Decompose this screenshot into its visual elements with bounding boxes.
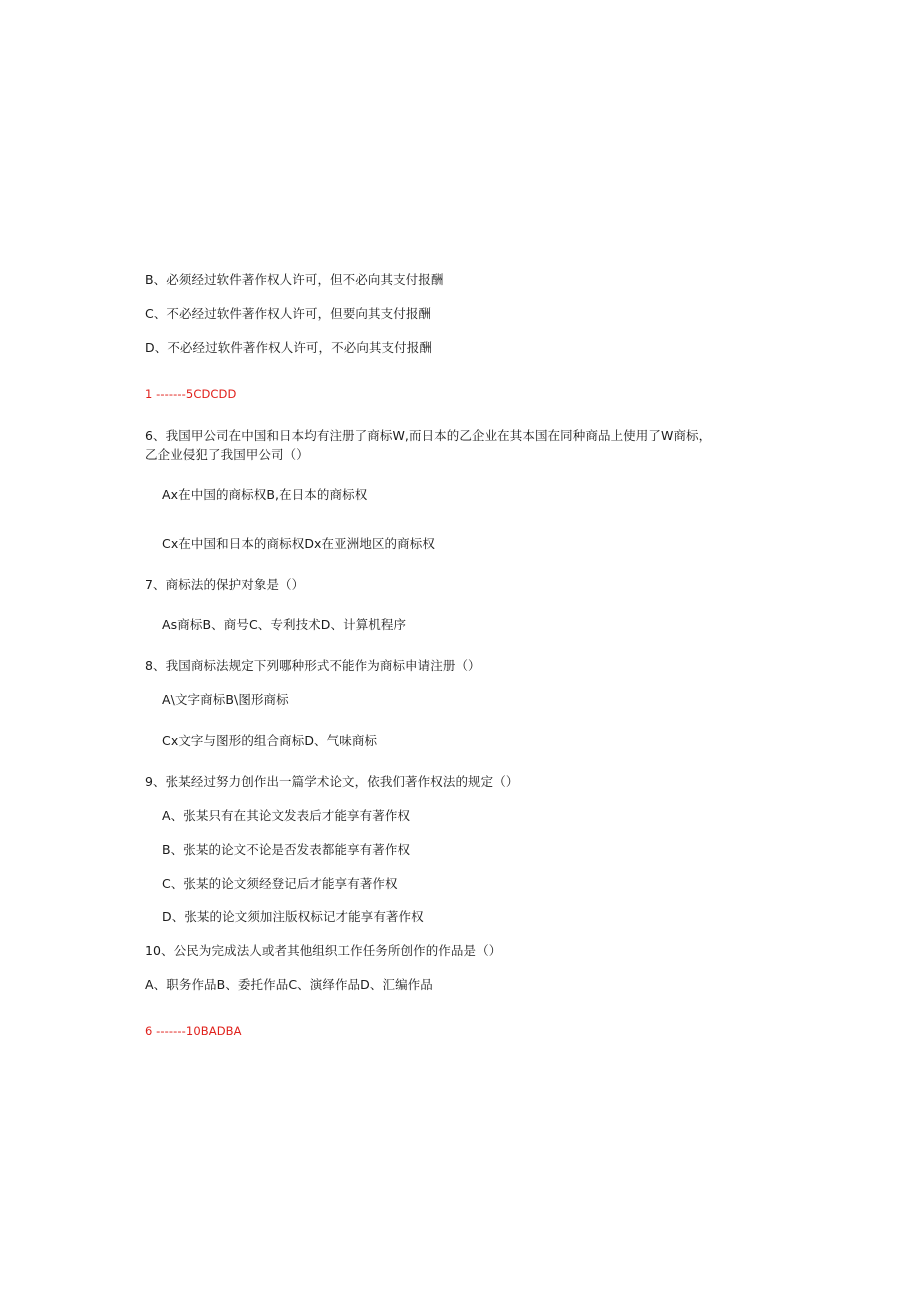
q9-option-b: B、张某的论文不论是否发表都能享有著作权 bbox=[162, 842, 411, 857]
q9-option-a: A、张某只有在其论文发表后才能享有著作权 bbox=[162, 808, 411, 823]
answer-key-1-5: 1 -------5CDCDD bbox=[145, 387, 237, 401]
q5-option-c: C、不必经过软件著作权人许可，但要向其支付报酬 bbox=[145, 306, 432, 321]
q7-question: 7、商标法的保护对象是（） bbox=[145, 577, 305, 592]
q6-options-ab: Ax在中国的商标权B,在日本的商标权 bbox=[162, 487, 368, 502]
q5-option-d: D、不必经过软件著作权人许可，不必向其支付报酬 bbox=[145, 340, 432, 355]
q6-question-line1: 6、我国甲公司在中国和日本均有注册了商标W,而日本的乙企业在其本国在同种商品上使用了W商标， bbox=[145, 428, 712, 443]
q8-options-ab: A\文字商标B\图形商标 bbox=[162, 692, 289, 707]
q10-options: A、职务作品B、委托作品C、演绎作品D、汇编作品 bbox=[145, 977, 433, 992]
q6-options-cd: Cx在中国和日本的商标权Dx在亚洲地区的商标权 bbox=[162, 536, 435, 551]
q9-option-c: C、张某的论文须经登记后才能享有著作权 bbox=[162, 876, 398, 891]
q10-question: 10、公民为完成法人或者其他组织工作任务所创作的作品是（） bbox=[145, 943, 502, 958]
answer-key-6-10: 6 -------10BADBA bbox=[145, 1024, 242, 1038]
q7-options: As商标B、商号C、专利技术D、计算机程序 bbox=[162, 617, 407, 632]
q6-question-line2: 乙企业侵犯了我国甲公司（） bbox=[145, 447, 309, 462]
q8-options-cd: Cx文字与图形的组合商标D、气味商标 bbox=[162, 733, 378, 748]
q5-option-b: B、必须经过软件著作权人许可，但不必向其支付报酬 bbox=[145, 272, 444, 287]
q8-question: 8、我国商标法规定下列哪种形式不能作为商标申请注册（） bbox=[145, 658, 481, 673]
q9-question: 9、张某经过努力创作出一篇学术论文，依我们著作权法的规定（） bbox=[145, 774, 519, 789]
q9-option-d: D、张某的论文须加注版权标记才能享有著作权 bbox=[162, 909, 424, 924]
